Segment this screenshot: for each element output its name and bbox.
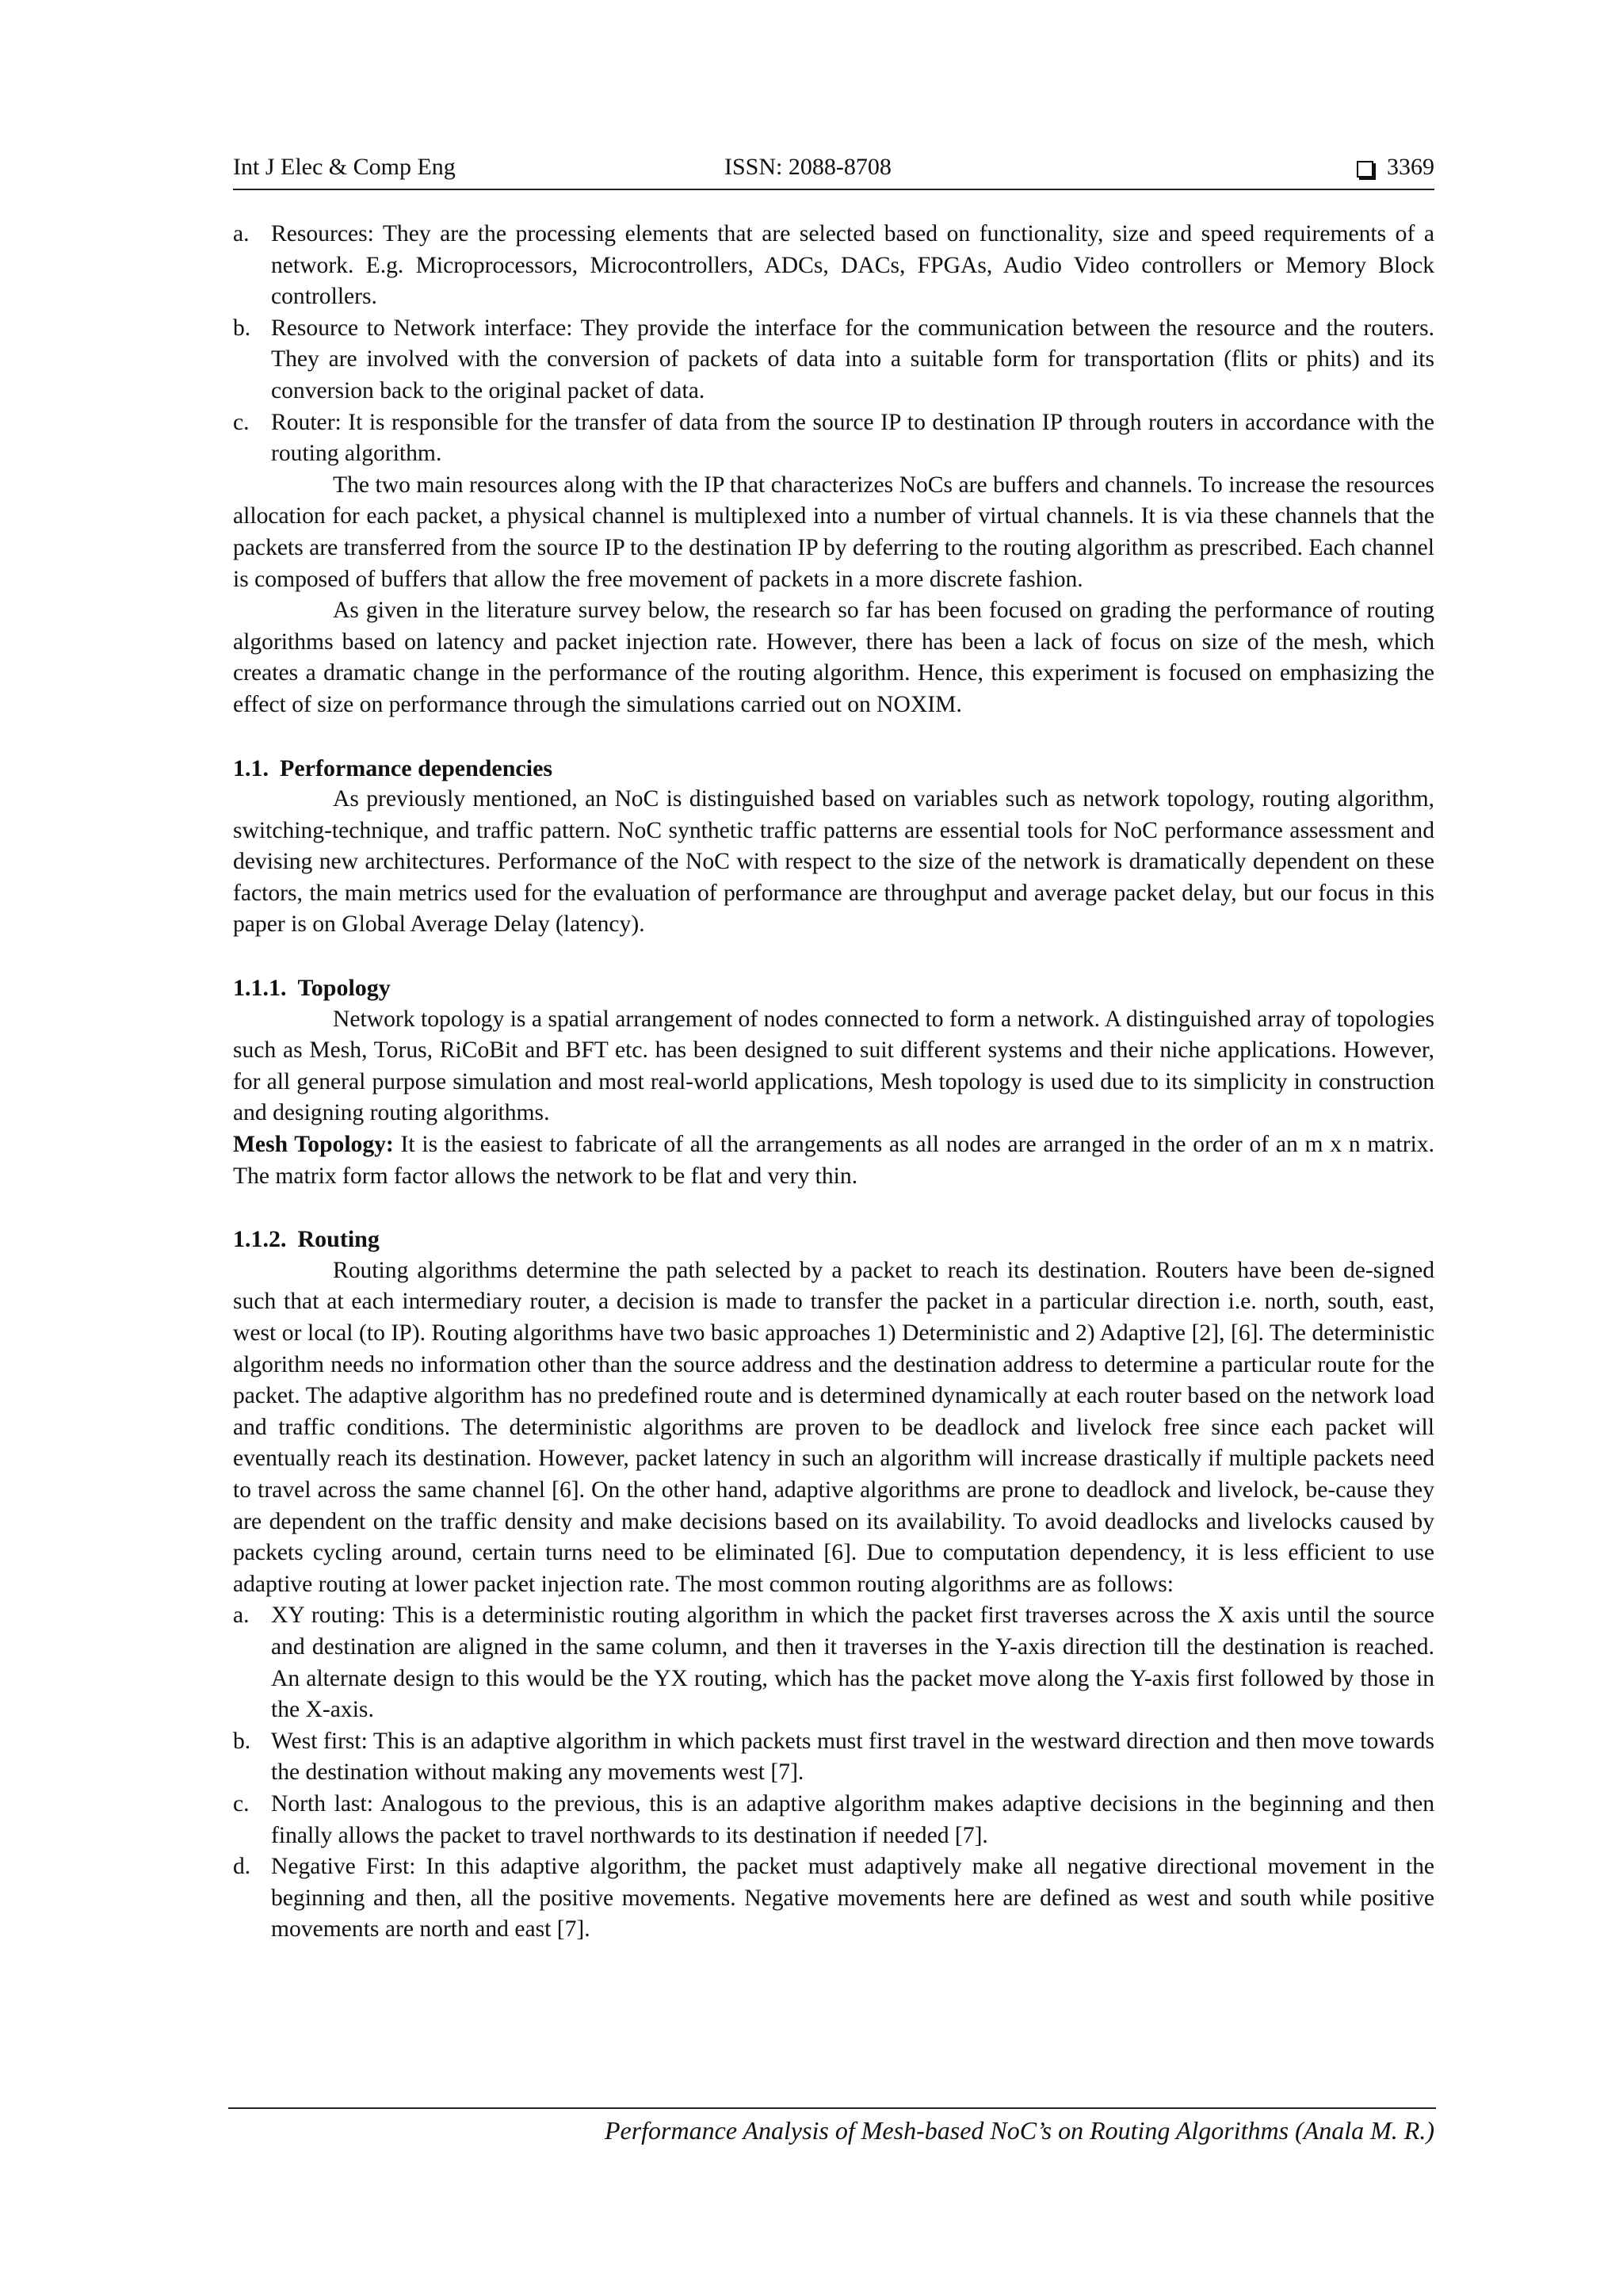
section-heading-topology: [233, 972, 1434, 1004]
paragraph-topology: Network topology is a spatial arrangement of nodes connected to form a network. A distinguished array of topologies such as Mesh, Torus, RiCoBit and BFT etc. has been designed to suit different systems and their niche applications. However, for all general purpose simulation and most real-world applications, Mesh topology is used due to its simplicity in construction and designing routing algorithms.: [233, 1006, 1434, 1126]
journal-name: Int J Elec & Comp Eng: [233, 154, 456, 180]
list-item-text: Resources: They are the processing elements that are selected based on functionality, size and speed requirements of a network. E.g. Microprocessors, Microcontrollers, ADCs, DACs, FPGAs, Audio Video controllers or Memory Block controllers.: [271, 221, 1434, 310]
paragraph-mesh-topology: [233, 1129, 1434, 1192]
running-header: [233, 154, 1434, 190]
noc-components-list: [233, 219, 1434, 470]
mesh-topology-text: It is the easiest to fabricate of all the arrangements as all nodes are arranged in the order of an m x n matrix. The matrix form factor allows the network to be flat and very thin.: [233, 1132, 1434, 1189]
list-item: [233, 219, 1434, 313]
list-marker: b.: [233, 315, 251, 341]
checkbox-square-icon: [1357, 161, 1373, 178]
footer-rule: [228, 2107, 1436, 2109]
paragraph-literature-survey: As given in the literature survey below, the research so far has been focused on grading the performance of routing algorithms based on latency and packet injection rate. However, there has been a lack of focus on size of the mesh, which creates a dramatic change in the performance of the routing algorithm. Hence, this experiment is focused on emphasizing the effect of size on performance through the simulations carried out on NOXIM.: [233, 598, 1434, 717]
routing-algorithms-list: [233, 1600, 1434, 1946]
body-text: [233, 219, 1434, 1946]
page-number: 3369: [1387, 154, 1434, 180]
mesh-topology-label: Mesh Topology:: [233, 1132, 394, 1158]
issn: ISSN: 2088-8708: [724, 154, 892, 180]
section-title: Routing: [297, 1226, 380, 1253]
paragraph-routing: Routing algorithms determine the path selected by a packet to reach its destination. Routers have been de-signed such that at each intermediary router, a decision is made to transfer the packet in a particular direction i.e. north, south, east, west or local (to IP). Routing algorithms have two basic approaches 1) Deterministic and 2) Adaptive [2], [6]. The deterministic algorithm needs no information other than the source address and the destination address to determine a particular route for the packet. The adaptive algorithm has no predefined route and is determined dynamically at each router based on the network load and traffic conditions. The deterministic algorithms are proven to be deadlock and livelock free since each packet will eventually reach its destination. However, packet latency in such an algorithm will increase drastically if multiple packets need to travel across the same channel [6]. On the other hand, adaptive algorithms are prone to deadlock and livelock, be-cause they are dependent on the traffic density and make decisions based on its availability. To avoid deadlocks and livelocks caused by packets cycling around, certain turns need to be eliminated [6]. Due to computation dependency, it is less efficient to use adaptive routing at lower packet injection rate. The most common routing algorithms are as follows:: [233, 1257, 1434, 1597]
list-marker: c.: [233, 1790, 250, 1817]
list-marker: b.: [233, 1728, 251, 1754]
list-item: [233, 407, 1434, 470]
list-marker: d.: [233, 1854, 251, 1880]
paragraph-buffers-channels: The two main resources along with the IP that characterizes NoCs are buffers and channels. To increase the resources allocation for each packet, a physical channel is multiplexed into a number of virtual channels. It is via these channels that the packets are transferred from the source IP to the destination IP by deferring to the routing algorithm as prescribed. Each channel is composed of buffers that allow the free movement of packets in a more discrete fashion.: [233, 472, 1434, 592]
running-footer: Performance Analysis of Mesh-based NoC’s on Routing Algorithms (Anala M. R.): [604, 2116, 1434, 2145]
section-heading-performance-dependencies: [233, 753, 1434, 785]
list-item-text: Negative First: In this adaptive algorithm, the packet must adaptively make all negative directional movement in the beginning and then, all the positive movements. Negative movements here are defined as west and south while positive movements are north and east [7].: [271, 1854, 1434, 1943]
section-number: 1.1.2.: [233, 1226, 287, 1253]
section-title: Performance dependencies: [280, 755, 553, 781]
list-marker: a.: [233, 221, 250, 246]
section-title: Topology: [297, 975, 391, 1002]
list-item: [233, 1789, 1434, 1851]
list-item: [233, 313, 1434, 407]
list-item-text: XY routing: This is a deterministic routing algorithm in which the packet first traverses across the X axis until the source and destination are aligned in the same column, and then it traverses in the Y-axis direction till the destination is reached. An alternate design to this would be the YX routing, which has the packet move along the Y-axis first followed by those in the X-axis.: [271, 1603, 1434, 1723]
list-item-text: Resource to Network interface: They provide the interface for the communication between the resource and the routers. They are involved with the conversion of packets of data into a suitable form for transportation (flits or phits) and its conversion back to the original packet of data.: [271, 315, 1434, 403]
list-item: [233, 1851, 1434, 1946]
section-heading-routing: [233, 1224, 1434, 1255]
list-item-text: West first: This is an adaptive algorithm in which packets must first travel in the westward direction and then move towards the destination without making any movements west [7].: [271, 1728, 1434, 1786]
list-item: [233, 1600, 1434, 1725]
list-item-text: Router: It is responsible for the transfer of data from the source IP to destination IP through routers in accordance with the routing algorithm.: [271, 409, 1434, 467]
paragraph-performance-dependencies: As previously mentioned, an NoC is distinguished based on variables such as network topology, routing algorithm, switching-technique, and traffic pattern. NoC synthetic traffic patterns are essential tools for NoC performance assessment and devising new architectures. Performance of the NoC with respect to the size of the network is dramatically dependent on these factors, the main metrics used for the evaluation of performance are throughput and average packet delay, but our focus in this paper is on Global Average Delay (latency).: [233, 786, 1434, 938]
section-number: 1.1.: [233, 755, 269, 781]
list-item-text: North last: Analogous to the previous, this is an adaptive algorithm makes adaptive decisions in the beginning and then finally allows the packet to travel northwards to its destination if needed [7].: [271, 1790, 1434, 1848]
list-marker: c.: [233, 409, 250, 435]
list-item: [233, 1726, 1434, 1789]
section-number: 1.1.1.: [233, 975, 287, 1002]
list-marker: a.: [233, 1603, 250, 1629]
